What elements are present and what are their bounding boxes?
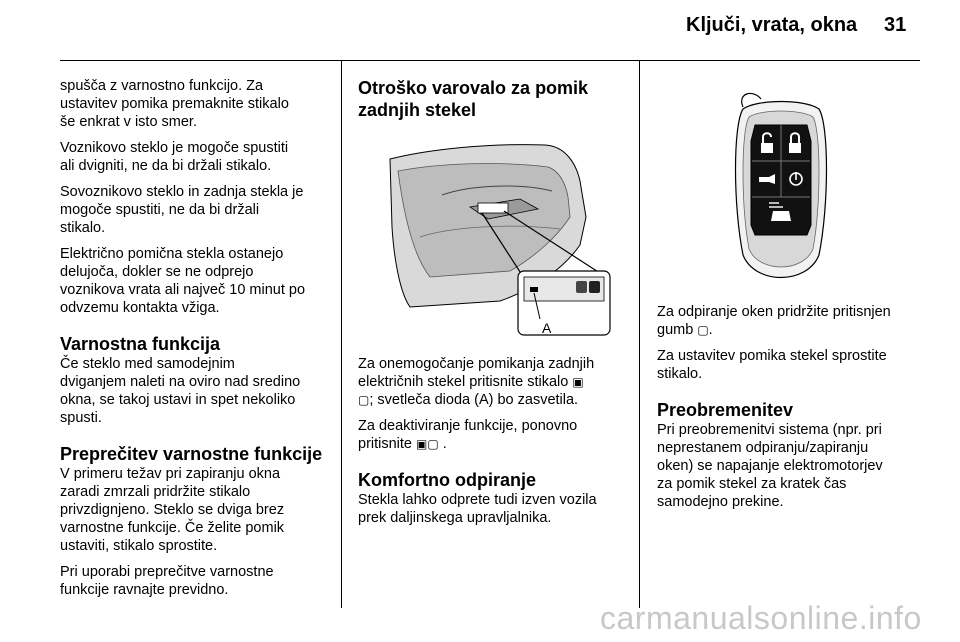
column-divider-2	[639, 60, 640, 608]
section-heading: Otroško varovalo za pomik zadnjih stekel	[358, 78, 589, 120]
section-heading: Preprečitev varnostne funkcije	[60, 444, 323, 464]
paragraph: Če steklo med samodejnim dviganjem naleti na oviro nad sredino okna, se takoj ustavi in spet nekoliko spusti.	[60, 356, 301, 426]
header-divider	[60, 60, 920, 61]
paragraph: Električno pomična stekla ostanejo delujoča, dokler se ne odprejo voznikova vrata ali največ 10 minut po odvzemu kontakta vžiga.	[60, 246, 306, 316]
led-indicator-icon	[530, 287, 538, 292]
paragraph: Za odpiranje oken pridržite pritisnjen gumb ▢.	[657, 304, 891, 338]
paragraph: Voznikovo steklo je mogoče spustiti ali dvigniti, ne da bi držali stikalo.	[60, 140, 289, 174]
column-2	[358, 77, 634, 535]
paragraph: spušča z varnostno funkcijo. Za ustavitev pomika premaknite stikalo še enkrat v isto smer.	[60, 78, 289, 130]
lock-small-icon: ▢	[358, 393, 370, 407]
paragraph: Pri preobremenitvi sistema (npr. pri neprestanem odpiranju/zapiranju oken) se napajanje elektromotorjev za pomik stekel za kratek čas samodejno prekine.	[657, 422, 883, 510]
paragraph: Za ustavitev pomika stekel sprostite stikalo.	[657, 348, 887, 382]
lock-icon	[589, 281, 600, 293]
child-lock-icon: ▣▢	[416, 437, 439, 451]
section-heading: Varnostna funkcija	[60, 334, 221, 354]
paragraph: Stekla lahko odprete tudi izven vozila prek daljinskega upravljalnika.	[358, 492, 597, 526]
callout-label-a: A	[542, 320, 552, 336]
paragraph: Sovoznikovo steklo in zadnja stekla je mogoče spustiti, ne da bi držali stikalo.	[60, 184, 304, 236]
paragraph: Pri uporabi preprečitve varnostne funkcije ravnajte previdno.	[60, 564, 274, 598]
key-fob-illustration	[657, 85, 907, 295]
page-number: 31	[884, 14, 907, 36]
column-1	[60, 77, 332, 607]
watermark: carmanualsonline.info	[600, 600, 922, 636]
page-title: Ključi, vrata, okna	[686, 14, 858, 36]
paragraph: Za onemogočanje pomikanja zadnjih električnih stekel pritisnite stikalo ▣ ▢; svetleča dioda (A) bo zasvetila.	[358, 356, 595, 408]
child-lock-window-icon	[576, 281, 587, 293]
unlock-icon: ▢	[697, 323, 709, 337]
column-3	[657, 77, 927, 519]
section-heading: Komfortno odpiranje	[358, 470, 536, 490]
paragraph: Za deaktiviranje funkcije, ponovno pritisnite ▣▢ .	[358, 418, 578, 452]
door-panel-illustration	[370, 137, 630, 347]
paragraph: V primeru težav pri zapiranju okna zaradi zmrzali pridržite stikalo privzdignjeno. Steklo se dviga brez varnostne funkcije. Če želite pomik ustaviti, stikalo sprostite.	[60, 466, 285, 554]
child-lock-icon: ▣	[572, 375, 584, 389]
column-divider-1	[341, 60, 342, 608]
section-heading: Preobremenitev	[657, 400, 794, 420]
